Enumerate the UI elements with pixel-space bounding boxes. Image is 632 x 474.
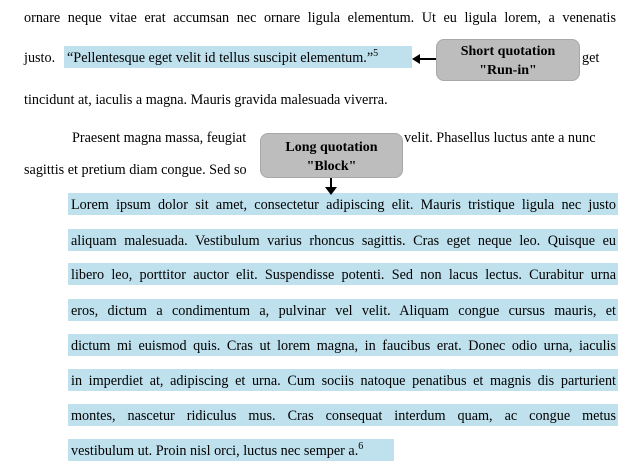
short-quotation-text: “Pellentesque eget velit id tellus suscipit elementum.”$^5$: [67, 48, 379, 66]
body-line-1: ornare neque vitae erat accumsan nec ornare ligula elementum. Ut eu ligula lorem, a venenatis: [24, 10, 616, 26]
short-quotation-callout: [436, 39, 580, 81]
block-quote-line: montes, nascetur ridiculus mus. Cras consequat interdum quam, ac congue metus: [68, 404, 618, 426]
footnote-5: 5: [373, 48, 379, 59]
footnote-6: 6: [358, 441, 364, 452]
body-line-4-end: velit. Phasellus luctus ante a nunc: [404, 130, 596, 146]
body-line-3: tincidunt at, iaculis a magna. Mauris gravida malesuada viverra.: [24, 92, 388, 108]
callout-subtitle: "Block": [306, 159, 357, 174]
block-quote-line: aliquam malesuada. Vestibulum varius rhoncus sagittis. Cras eget neque leo. Quisque eu: [68, 229, 618, 251]
down-arrow-icon: [325, 178, 337, 195]
block-quote-line: libero leo, porttitor auctor elit. Suspendisse potenti. Sed non lacus lectus. Curabitur urna: [68, 263, 618, 285]
body-line-4-start: Praesent magna massa, feugiat: [72, 130, 247, 146]
block-quote-line: in imperdiet at, adipiscing et urna. Cum sociis natoque penatibus et magnis dis parturient: [68, 369, 618, 391]
block-quote-last-line: vestibulum ut. Proin nisl orci, luctus nec semper a.$^6$: [68, 439, 394, 461]
block-quote-line: Lorem ipsum dolor sit amet, consectetur adipiscing elit. Mauris tristique ligula nec justo: [68, 193, 618, 215]
block-quote-line: eros, dictum a condimentum a, pulvinar vel velit. Aliquam congue cursus mauris, et: [68, 299, 618, 321]
block-quote-line: dictum mi euismod quis. Cras ut lorem magna, in faucibus erat. Donec odio urna, iaculis: [68, 334, 618, 356]
body-line-2-end: get: [582, 50, 600, 66]
long-quotation-callout: [260, 133, 403, 178]
callout-title: Long quotation: [285, 140, 378, 155]
short-quotation-highlight: [64, 46, 412, 68]
body-line-5: sagittis et pretium diam congue. Sed so: [24, 162, 247, 178]
callout-title: Short quotation: [460, 44, 556, 59]
body-line-2-start: justo.: [24, 50, 56, 66]
callout-subtitle: "Run-in": [479, 63, 537, 78]
left-arrow-icon: [412, 53, 436, 65]
